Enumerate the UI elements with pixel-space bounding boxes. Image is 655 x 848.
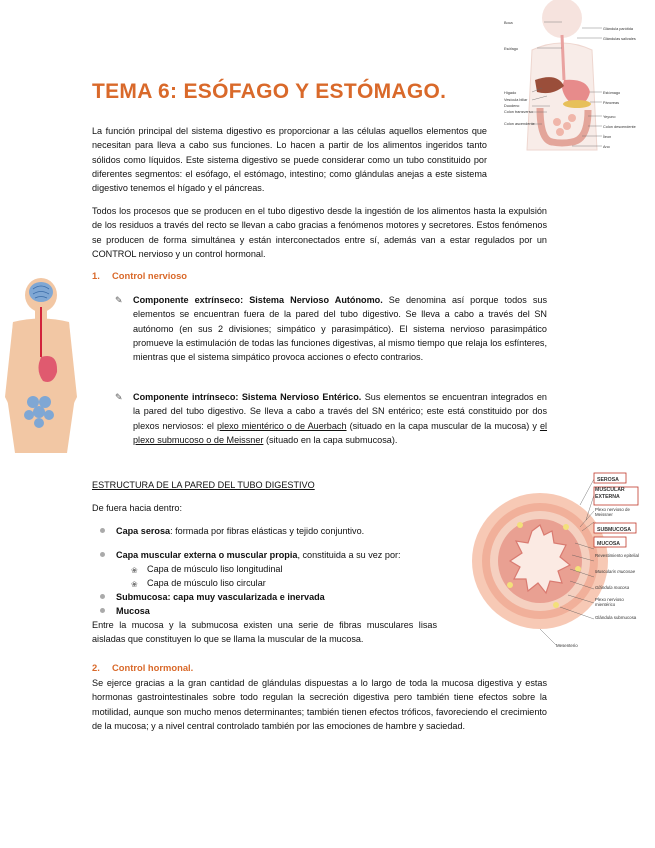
label-esofago: Esófago [504, 47, 518, 51]
bullet-icon: ✎ [115, 295, 123, 305]
bullet-dot-icon [100, 608, 105, 613]
label-mesenterio: Mesenterio [556, 643, 578, 648]
layer-muscular [116, 548, 456, 562]
label-salivales: Glándulas salivales [603, 37, 636, 41]
label-boca: Boca [504, 21, 513, 25]
layer-muscular-sub-2-text: Capa de músculo liso circular [147, 578, 266, 588]
label-vesicula: Vesícula biliar [504, 98, 528, 102]
label-parotida: Glándula parótida [603, 27, 633, 31]
de-fuera-text: De fuera hacia dentro: [92, 503, 182, 513]
intro-paragraph-2: Todos los procesos que se producen en el tubo digestivo desde la ingestión de los alimentos hasta la expulsión de los residuos a través del recto se llevan a cabo gracias a fenómenos motores y secretores. Estos fenómenos se producen de forma simultánea y están interconectados entre sí, además van a estar regulados por un CONTROL nervioso y un control hormonal. [92, 206, 547, 259]
component-intrinseco-title: Componente intrínseco: Sistema Nervioso Entérico. [133, 392, 362, 402]
label-glandula-submucosa: Glándula submucosa [595, 615, 637, 620]
label-plexo-mienterico: Plexo nervioso mientérico [595, 597, 624, 608]
layer-muscular-sub-1-text: Capa de músculo liso longitudinal [147, 564, 283, 574]
label-revestimiento: Revestimiento epitelial [595, 553, 639, 558]
component-extrinseco [115, 293, 547, 364]
section-2-number: 2. [92, 662, 100, 673]
layer-submucosa [116, 590, 325, 604]
label-colon-descendente: Colon descendente [603, 125, 636, 129]
nervous-system-illustration [3, 277, 79, 453]
page-title: TEMA 6: ESÓFAGO Y ESTÓMAGO. [92, 80, 447, 103]
label-colon-transverso: Colon transverso [504, 110, 533, 114]
layer-submucosa-title: Submucosa: capa muy vascularizada e inervada [116, 592, 325, 602]
section-2-label: Control hormonal. [112, 662, 194, 673]
component-intrinseco [115, 390, 548, 447]
label-muscular: MUSCULAR EXTERNA [595, 487, 625, 500]
label-pancreas: Páncreas [603, 101, 620, 105]
layer-muscular-text: , constituida a su vez por: [297, 550, 401, 560]
bullet-dot-icon [100, 552, 105, 557]
bullet-icon: ✎ [115, 392, 123, 402]
estructura-heading: ESTRUCTURA DE LA PARED DEL TUBO DIGESTIVO [92, 480, 315, 490]
section-1-number: 1. [92, 270, 100, 281]
plexo-mienterico-link: plexo mientérico o de Auerbach [217, 420, 347, 431]
layer-muscular-sub-2 [131, 576, 266, 590]
label-colon-ascendente: Colon ascendente [504, 122, 535, 126]
layer-muscular-sub-1 [131, 562, 283, 576]
layer-mucosa [116, 604, 150, 618]
digestive-system-illustration [502, 0, 655, 155]
layer-muscular-title: Capa muscular externa o muscular propia [116, 550, 298, 560]
layer-mucosa-title: Mucosa [116, 606, 150, 616]
section-1-label: Control nervioso [112, 270, 188, 281]
hormonal-paragraph: Se ejerce gracias a la gran cantidad de glándulas dispuestas a lo largo de toda la mucosa digestiva y estas hormonas gastrointestinales sobre todo regulan la secreción digestiva pero también tiene efectos sobre la motilidad, aunque son mucho menos determinantes; también tienen efectos tróficos, favoreciendo el crecimiento de la mucosa; y a nivel central controlado también por las emociones de hambre y saciedad. [92, 678, 547, 731]
layer-serosa [116, 524, 456, 538]
label-submucosa: SUBMUCOSA [597, 527, 632, 533]
label-serosa: SEROSA [597, 477, 619, 483]
label-glandula-mucosa: Glándula mucosa [595, 585, 630, 590]
mucosa-note: Entre la mucosa y la submucosa existen una serie de fibras musculares lisas aisladas que constituyen lo que se llama la muscular de la mucosa. [92, 620, 437, 645]
label-duodeno: Duodeno [504, 104, 520, 108]
label-plexo-nervioso: Plexo nervioso de Meissner [595, 507, 630, 518]
section-1-heading [92, 270, 187, 281]
label-muscularis: Muscularis mucosae [595, 569, 636, 574]
bullet-dot-icon [100, 594, 105, 599]
label-higado: Hígado [504, 91, 517, 95]
component-extrinseco-title: Componente extrínseco: Sistema Nervioso Autónomo. [133, 295, 383, 305]
label-ano: Ano [603, 145, 610, 149]
label-ileon: Íleon [603, 135, 612, 139]
bullet-flower-icon: ❀ [131, 566, 138, 575]
layer-serosa-text: : formada por fibras elásticas y tejido conjuntivo. [170, 526, 365, 536]
component-intrinseco-text-3: (situado en la capa submucosa). [263, 434, 398, 445]
bullet-flower-icon: ❀ [131, 580, 138, 589]
component-extrinseco-text: Se denomina así porque todos sus elementos se encuentran fuera de la pared del tubo digestivo. Se lleva a cabo a través del SN autónomo (en sus 2 divisiones; simpático y parasimpático). El sistema nervioso parasimpático promueve la estimulación de todas las funciones digestivas, al mismo tiempo que relaja los esfínteres, mientras que el sistema simpático provoca acciones o efecto contrarios. [133, 295, 547, 363]
layer-serosa-title: Capa serosa [116, 526, 171, 536]
label-mucosa: MUCOSA [597, 541, 621, 547]
digestive-wall-illustration [470, 465, 655, 660]
section-2-heading [92, 662, 193, 673]
label-estomago: Estómago [603, 91, 621, 95]
component-intrinseco-text-2: (situado en la capa muscular de la mucosa) y [346, 420, 540, 431]
intro-paragraph-1: La función principal del sistema digestivo es proporcionar a las células aquellos elementos que necesitan para lleva a cabo sus funciones. Lo hacen a partir de los alimentos ingeridos tanto sólidos como líquidos. Este sistema digestivo se puede considerar como un tubo constituido por diferentes segmentos: el esófago, el estómago, intestino; como glándulas anejas a este sistema digestivo tenemos el hígado y el páncreas. [92, 126, 487, 194]
plexo-submucoso-link: el plexo submucoso o de Meissner [133, 420, 548, 445]
bullet-dot-icon [100, 528, 105, 533]
label-yeyuno: Yeyuno [603, 115, 616, 119]
component-intrinseco-text-1: Sus elementos se encuentran integrados en la pared del tubo digestivo. Se lleva a cabo a través del SN entérico; este está constituido por dos plexos nerviosos: el [133, 392, 547, 431]
